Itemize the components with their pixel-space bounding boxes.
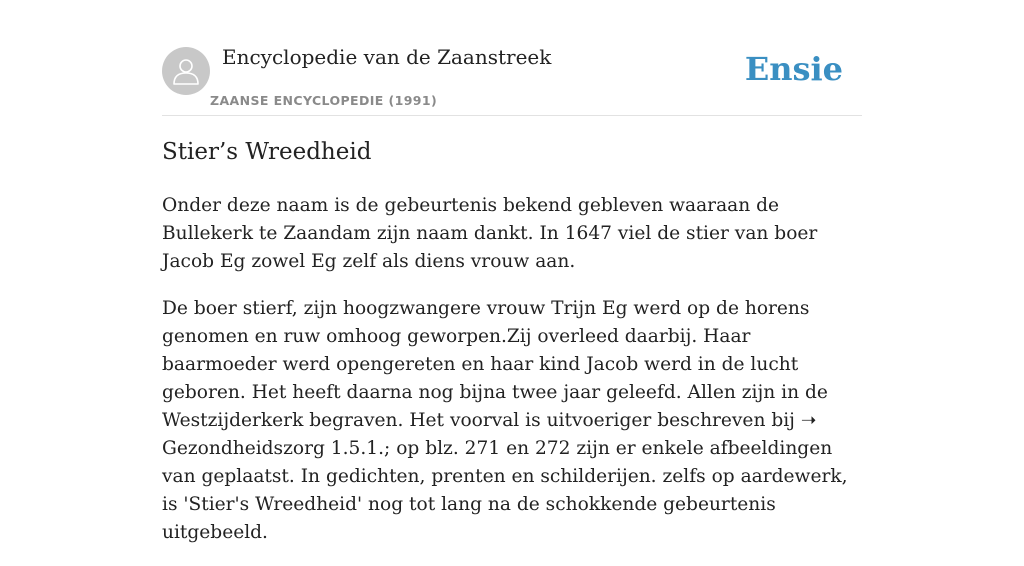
- article-body: [162, 192, 866, 566]
- arrow-right-icon: ➝: [800, 410, 817, 431]
- ensie-logo[interactable]: Ensie: [744, 50, 843, 88]
- article-title: Stier’s Wreedheid: [162, 139, 372, 165]
- site-title[interactable]: Encyclopedie van de Zaanstreek: [222, 45, 552, 69]
- header: [162, 44, 862, 116]
- avatar[interactable]: [162, 47, 210, 95]
- header-divider: [162, 115, 862, 116]
- source-label[interactable]: ZAANSE ENCYCLOPEDIE (1991): [210, 93, 438, 108]
- paragraph-2-text-after: ; op blz. 271 en 272 zijn er enkele afbeeldingen van geplaatst. In gedichten, prenten en schilderijen. zelfs op aardewerk, is 'Stier's Wreedheid' nog tot lang na de schokkende gebeurtenis uitgebeeld.: [162, 438, 848, 543]
- paragraph-2: [162, 295, 866, 547]
- paragraph-2-text-before: De boer stierf, zijn hoogzwangere vrouw Trijn Eg werd op de horens genomen en ruw omhoog geworpen.Zij overleed daarbij. Haar baarmoeder werd opengereten en haar kind Jacob werd in de lucht geboren. Het heeft daarna nog bijna twee jaar geleefd. Allen zijn in de Westzijderkerk begraven. Het voorval is uitvoeriger beschreven bij: [162, 298, 828, 431]
- user-icon: [171, 55, 201, 87]
- cross-reference-link[interactable]: Gezondheidszorg 1.5.1.: [162, 438, 385, 459]
- paragraph-1: Onder deze naam is de gebeurtenis bekend gebleven waaraan de Bullekerk te Zaandam zijn naam dankt. In 1647 viel de stier van boer Jacob Eg zowel Eg zelf als diens vrouw aan.: [162, 195, 818, 272]
